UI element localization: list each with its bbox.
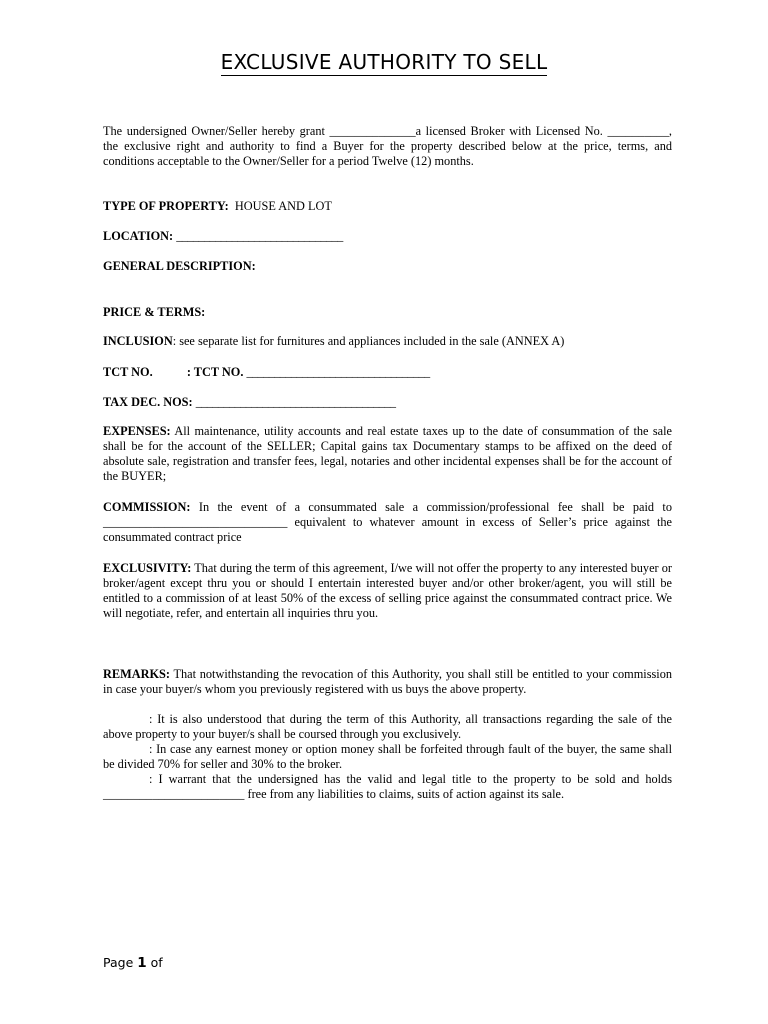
- exclusivity-label: EXCLUSIVITY:: [103, 561, 192, 575]
- commission-paragraph: [103, 500, 672, 545]
- type-of-property-value: HOUSE AND LOT: [234, 199, 332, 213]
- location-blank: ______________________________: [176, 229, 343, 243]
- type-of-property-line: [103, 199, 672, 214]
- remarks-text: That notwithstanding the revocation of this Authority, you shall still be entitled to your commission in case your buyer/s whom you previously registered with us buys the above property.: [103, 667, 672, 696]
- commission-label: COMMISSION:: [103, 500, 191, 514]
- remarks-paragraph-3: : In case any earnest money or option money shall be forfeited through fault of the buyer, the same shall be divided 70% for seller and 30% to the broker.: [103, 742, 672, 771]
- remarks-paragraph-4: : I warrant that the undersigned has the valid and legal title to the property to be sold and holds _______________________ free from any liabilities to claims, suits of action against its sale.: [103, 772, 672, 801]
- tax-dec-line: [103, 395, 672, 410]
- commission-text: In the event of a consummated sale a commission/professional fee shall be paid to ______________________________ equivalent to whatever amount in excess of Seller’s price against the consummated contract price: [103, 500, 672, 544]
- inclusion-label: INCLUSION: [103, 334, 173, 348]
- expenses-label: EXPENSES:: [103, 424, 171, 438]
- tct-blank: _________________________________: [246, 365, 430, 379]
- remarks-label: REMARKS:: [103, 667, 170, 681]
- type-of-property-label: TYPE OF PROPERTY:: [103, 199, 229, 213]
- page-suffix: of: [150, 955, 163, 970]
- document-title: EXCLUSIVE AUTHORITY TO SELL: [220, 50, 548, 74]
- general-description-label: GENERAL DESCRIPTION:: [103, 259, 256, 273]
- location-line: [103, 229, 672, 244]
- expenses-paragraph: [103, 424, 672, 484]
- tct-label-2: : TCT NO.: [186, 365, 244, 379]
- general-description-line: [103, 259, 672, 274]
- remarks-paragraph: [103, 667, 672, 697]
- location-label: LOCATION:: [103, 229, 174, 243]
- exclusivity-paragraph: [103, 561, 672, 621]
- remarks-paragraph-2: : It is also understood that during the term of this Authority, all transactions regarding the sale of the above property to your buyer/s shall be coursed through you exclusively.: [103, 712, 672, 741]
- page-footer: [103, 955, 163, 971]
- page-prefix: Page: [103, 955, 134, 970]
- inclusion-text: : see separate list for furnitures and appliances included in the sale (ANNEX A): [172, 334, 565, 348]
- expenses-text: All maintenance, utility accounts and real estate taxes up to the date of consummation of the sale shall be for the account of the SELLER; Capital gains tax Documentary stamps to be affixed on the deed of absolute sale, registration and transfer fees, legal, notaries and other incidental expenses shall be for the account of the BUYER;: [103, 424, 672, 483]
- tax-dec-label: TAX DEC. NOS:: [103, 395, 193, 409]
- inclusion-line: [103, 334, 672, 349]
- price-terms-line: [103, 305, 672, 320]
- exclusivity-text: That during the term of this agreement, I/we will not offer the property to any interested buyer or broker/agent except thru you or should I entertain interested buyer and/or other broker/agent, you will still be entitled to a commission of at least 50% of the excess of selling price against the consummated contract price. We will negotiate, refer, and entertain all inquiries thru you.: [103, 561, 672, 620]
- tct-line: [103, 365, 672, 380]
- price-terms-label: PRICE & TERMS:: [103, 305, 206, 319]
- intro-paragraph: The undersigned Owner/Seller hereby grant ______________a licensed Broker with Licensed No. __________, the exclusive right and authority to find a Buyer for the property described below at the price, terms, and conditions acceptable to the Owner/Seller for a period Twelve (12) months.: [103, 124, 672, 168]
- tct-label: TCT NO.: [103, 365, 153, 379]
- page-number: 1: [137, 955, 147, 971]
- tax-dec-blank: ____________________________________: [195, 395, 396, 409]
